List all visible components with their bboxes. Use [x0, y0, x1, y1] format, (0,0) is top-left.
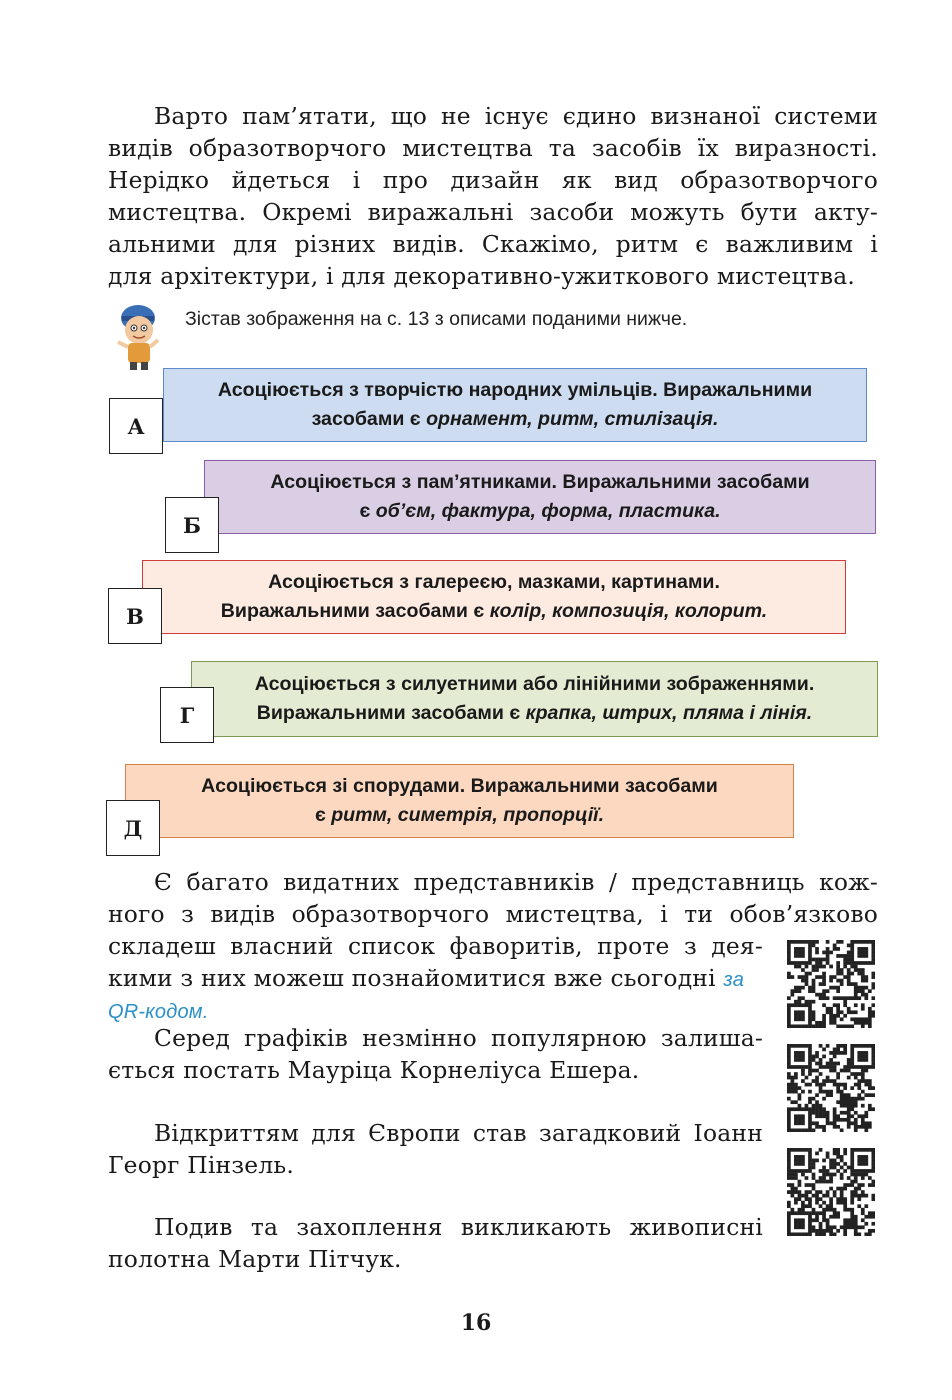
card-letter-d: Г [160, 687, 214, 743]
qr-code-icon[interactable] [787, 1148, 875, 1236]
intro-line: для архітектури, і для декоративно-ужиткового мистецтва. [108, 262, 856, 290]
para-line: полотна Марти Пітчук. [108, 1245, 402, 1273]
card-line: є ритм, симетрія, пропорції. [314, 804, 605, 826]
paragraph-pitchuk [108, 1211, 763, 1275]
para-line: Є багато видатних представників / представниць кож- [154, 868, 878, 896]
card-line: Асоціюється з силуетними або лінійними зображеннями. [254, 673, 815, 695]
intro-paragraph [108, 100, 878, 292]
card-line: засобами є орнамент, ритм, стилізація. [311, 408, 719, 430]
qr-code-icon[interactable] [787, 940, 875, 1028]
card-line: Виражальними засобами є колір, композиція, колорит. [220, 600, 768, 622]
card-line: Виражальними засобами є крапка, штрих, пляма і лінія. [256, 702, 813, 724]
paragraph-escher [108, 1022, 763, 1086]
card-letter-e: Д [106, 800, 160, 856]
para-line: Подив та захоплення викликають живописні [154, 1213, 763, 1241]
card-letter-a: А [109, 398, 163, 454]
card-c [142, 560, 846, 634]
paragraph-favorites-cont [108, 930, 763, 962]
card-letter-c: В [108, 588, 162, 644]
paragraph-pinzel [108, 1117, 763, 1181]
para-line: ного з видів образотворчого мистецтва, і ти обов’язково [108, 900, 878, 928]
para-line: Георг Пінзель. [108, 1151, 294, 1179]
card-b [204, 460, 876, 534]
card-line: Асоціюється з творчістю народних умільців. Виражальними [217, 379, 813, 401]
qr-link[interactable]: за [723, 969, 745, 991]
card-e [125, 764, 794, 838]
card-line: Асоціюється з пам’ятниками. Виражальними засобами [270, 471, 810, 493]
card-a [163, 368, 867, 442]
para-line: ється постать Мауріца Корнеліуса Ешера. [108, 1056, 640, 1084]
paragraph-favorites [108, 866, 878, 930]
paragraph-favorites-qr: кими з них можеш познайомитися вже сьогодні за QR-кодом. [108, 964, 745, 1023]
intro-line: видів образотворчого мистецтва та засобів їх виразності. [108, 134, 878, 162]
para-line: Відкриттям для Європи став загадковий Іоанн [154, 1119, 763, 1147]
intro-line: альними для різних видів. Скажімо, ритм є важливим і [108, 230, 878, 258]
card-line: є об’єм, фактура, форма, пластика. [359, 500, 721, 522]
qr-link[interactable]: QR-кодом. [108, 1001, 209, 1023]
intro-line: мистецтва. Окремі виражальні засоби можуть бути акту- [108, 198, 878, 226]
para-line: складеш власний список фаворитів, проте з дея- [108, 932, 763, 960]
qr-code-icon[interactable] [787, 1044, 875, 1132]
para-line: Серед графіків незмінно популярною залиша- [154, 1024, 763, 1052]
card-d [191, 661, 878, 737]
mascot-icon [110, 300, 168, 372]
task-instruction: Зістав зображення на с. 13 з описами поданими нижче. [185, 308, 688, 330]
card-line: Асоціюється зі спорудами. Виражальними засобами [201, 775, 718, 797]
intro-line: Варто пам’ятати, що не існує єдино визнаної системи [154, 102, 878, 130]
card-letter-b: Б [165, 497, 219, 553]
card-line: Асоціюється з галереєю, мазками, картинами. [268, 571, 720, 593]
page-number: 16 [460, 1310, 492, 1336]
intro-line: Нерідко йдеться і про дизайн як вид образотворчого [108, 166, 878, 194]
